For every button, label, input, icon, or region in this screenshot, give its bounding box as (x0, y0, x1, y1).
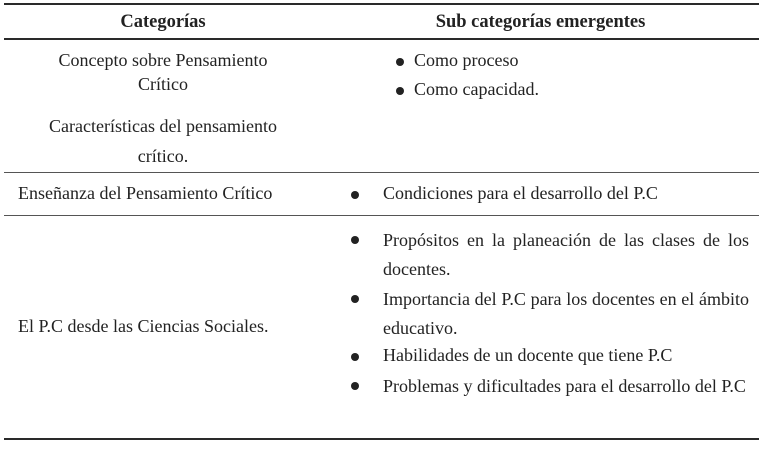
row2-category-line2: crítico. (137, 146, 189, 166)
row3-category: Enseñanza del Pensamiento Crítico (18, 183, 273, 203)
header-subcategorias: Sub categorías emergentes (435, 12, 646, 32)
bottom-rule (4, 438, 759, 440)
bullet-icon (351, 382, 359, 390)
bullet-icon (351, 353, 359, 361)
bullet-icon (396, 87, 404, 95)
bullet-icon (351, 295, 359, 303)
row1-sub1: Como proceso (414, 50, 519, 70)
bullet-icon (351, 191, 359, 199)
row-rule (4, 215, 759, 216)
row4-sub2: Importancia del P.C para los docentes en el ámbito educativo. (383, 289, 749, 338)
row1-category (4, 48, 322, 96)
row4-sub1: Propósitos en la planeación de las clases de los docentes. (383, 230, 749, 279)
bullet-icon (396, 58, 404, 66)
header-categorias: Categorías (120, 12, 206, 32)
top-rule (4, 3, 759, 5)
row-rule (4, 172, 759, 173)
row4-category: El P.C desde las Ciencias Sociales. (18, 316, 269, 336)
row3-sub1: Condiciones para el desarrollo del P.C (383, 183, 658, 203)
row1-sub2: Como capacidad. (414, 79, 539, 99)
row2-category-line1: Características del pensamiento (49, 116, 277, 136)
bullet-icon (351, 236, 359, 244)
row1-category-line1: Concepto sobre Pensamiento (58, 50, 268, 70)
header-rule (4, 38, 759, 40)
row4-sub3: Habilidades de un docente que tiene P.C (383, 345, 673, 365)
row1-category-line2: Crítico (138, 74, 188, 94)
row2-category (4, 114, 322, 168)
row4-sub4: Problemas y dificultades para el desarrollo del P.C (383, 376, 746, 396)
